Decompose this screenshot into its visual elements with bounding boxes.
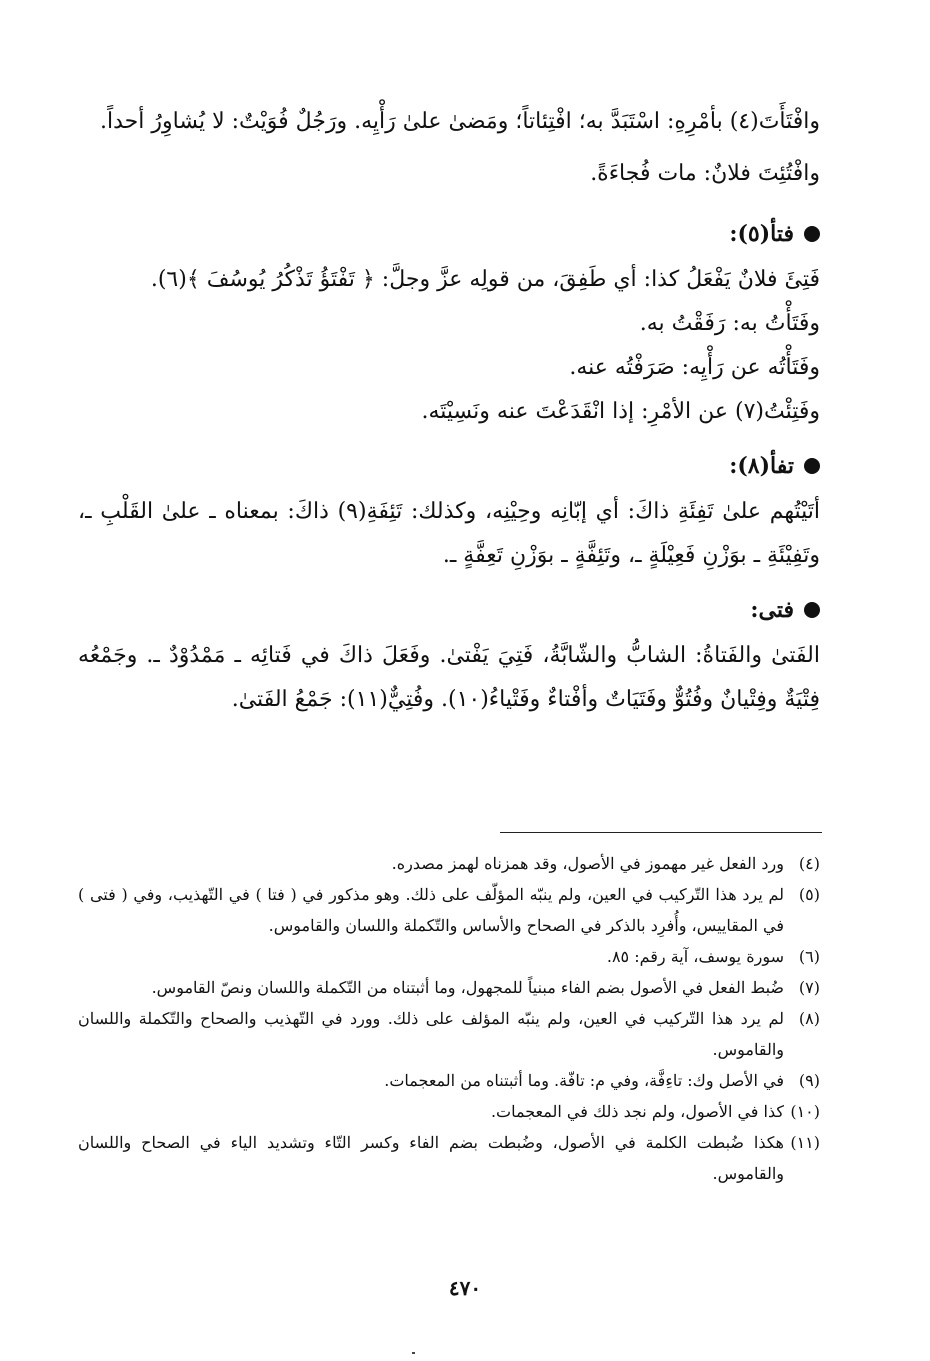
footnote — [78, 941, 820, 972]
paragraph: وافْتُئِتَ فلانٌ: مات فُجاءَةً. — [590, 161, 820, 186]
bullet-icon — [804, 458, 820, 474]
bullet-icon — [804, 226, 820, 242]
bullet-icon — [804, 602, 820, 618]
footnote-text: لم يرد هذا التّركيب في العين، ولم ينبّه المؤلّف على ذلك. وهو مذكور في ( فتا ) في التّهذيب، وفي ( فتى ) في المقاييس، وأُفرِد بالذكر في الصحاح والأساس والتّكملة واللسان والقاموس. — [78, 885, 784, 935]
footnote-text: كذا في الأصول، ولم نجد ذلك في المعجمات. — [490, 1102, 784, 1121]
footnote — [78, 1065, 820, 1096]
scan-speck — [412, 1352, 415, 1354]
footnote-divider — [500, 832, 822, 833]
entry-line: وفَتَأْتُه عن رَأْيِه: صَرَفْتُه عنه. — [569, 355, 820, 380]
footnote-number: (٩) — [798, 1071, 820, 1090]
footnote-number: (١٠) — [790, 1102, 820, 1121]
entry-heading — [78, 442, 820, 490]
footnote-number: (٥) — [798, 885, 820, 904]
entry-line: وفَتَأْتُ به: رَفَقْتُ به. — [639, 311, 820, 336]
entry-line: وفَتِئْتُ(٧) عن الأمْرِ: إذا انْقَدَعْتَ عنه ونَسِيْتَه. — [421, 399, 820, 424]
footnote — [78, 879, 820, 941]
footnote-number: (٧) — [798, 978, 820, 997]
footnote-number: (٤) — [798, 854, 820, 873]
entry-word: تفأ(٨): — [729, 453, 794, 479]
footnote-number: (٨) — [798, 1009, 820, 1028]
entry-line: أتَيْتُهم علىٰ تَفِئَةِ ذاكَ: أي إبّانِه وحِيْنِه، وكذلك: تَئِفَةِ(٩) ذاكَ: بمعناه ـ علىٰ القَلْبِ ـ، وتَفِيْئَةِ ـ بوَزْنِ فَعِيْلَةٍ ـ، وتَئِفَّةٍ ـ بوَزْنِ تَعِفَّةٍ ـ. — [78, 499, 820, 568]
entry-line: الفَتىٰ والفَتاةُ: الشابُّ والشّابَّةُ، فَتِيَ يَفْتىٰ. وفَعَلَ ذاكَ في فَتائِه ـ مَمْدُوْدٌ ـ. وجَمْعُه فِتْيَةٌ وفِتْيانٌ وفُتُوٌّ وفَتَيَاتٌ وأفْتاءٌ وفَتْياءُ(١٠). وفُتِيٌّ(١١): جَمْعُ الفَتىٰ. — [78, 643, 821, 712]
footnote-text: هكذا ضُبطت الكلمة في الأصول، وضُبطت بضم الفاء وكسر التّاء وتشديد الياء في الصحاح واللسان والقاموس. — [78, 1133, 784, 1183]
footnote-text: ضُبط الفعل في الأصول بضم الفاء مبنياً للمجهول، وما أثبتناه من التّكملة واللسان ونصّ القاموس. — [151, 978, 784, 997]
main-text — [78, 100, 820, 722]
footnote — [78, 1127, 820, 1189]
footnote-text: في الأصل وك: تاءِفَّة، وفي م: تافّة. وما أثبتناه من المعجمات. — [384, 1071, 784, 1090]
footnote — [78, 1003, 820, 1065]
paragraph: وافْتَأَتَ(٤) بأمْرِهِ: اسْتَبَدَّ به؛ افْتِئاتاً؛ ومَضىٰ علىٰ رَأْيِه. ورَجُلٌ فُوَيْتٌ: لا يُشاوِرُ أحداً. — [100, 109, 820, 134]
footnote-text: سورة يوسف، آية رقم: ٨٥. — [606, 947, 784, 966]
footnote-number: (١١) — [790, 1133, 820, 1152]
footnotes — [78, 848, 820, 1189]
entry-heading — [78, 210, 820, 258]
page-number: ٤٧٠ — [448, 1276, 482, 1300]
footnote — [78, 1096, 820, 1127]
footnote-text: لم يرد هذا التّركيب في العين، ولم ينبّه المؤلف على ذلك. وورد في التّهذيب والصحاح والتّكملة واللسان والقاموس. — [78, 1009, 784, 1059]
entry-line: فَتِئَ فلانٌ يَفْعَلُ كذا: أي طَفِقَ، من قولِه عزَّ وجلَّ: ﴿ تَفْتَؤُ تَذْكُرُ يُوسُفَ ﴾(٦). — [150, 267, 820, 292]
footnote — [78, 848, 820, 879]
footnote-text: ورد الفعل غير مهموز في الأصول، وقد همزناه لهمز مصدره. — [391, 854, 784, 873]
entry-word: فتأ(٥): — [729, 221, 794, 247]
entry-word: فتى: — [750, 597, 794, 623]
footnote — [78, 972, 820, 1003]
footnote-number: (٦) — [798, 947, 820, 966]
entry-heading — [78, 586, 820, 634]
